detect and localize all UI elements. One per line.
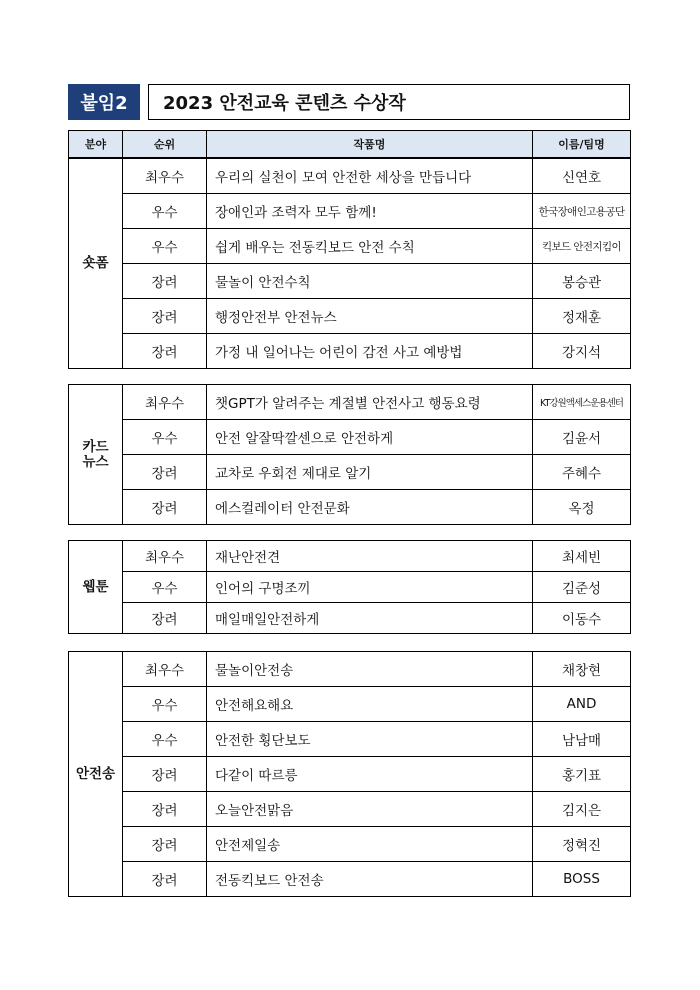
rank-cell: 장려 — [123, 264, 207, 299]
name-cell: 남남매 — [533, 722, 631, 757]
table-row — [69, 687, 631, 722]
column-header-rank: 순위 — [123, 131, 207, 158]
work-cell: 다같이 따르릉 — [207, 757, 533, 792]
table-row — [69, 722, 631, 757]
rank-cell: 최우수 — [123, 541, 207, 572]
rank-cell: 장려 — [123, 757, 207, 792]
table-row — [69, 792, 631, 827]
name-cell: 홍기표 — [533, 757, 631, 792]
name-cell: 최세빈 — [533, 541, 631, 572]
category-label: 카드 뉴스 — [82, 438, 109, 470]
rank-cell: 우수 — [123, 572, 207, 603]
section-webtoon — [68, 540, 631, 634]
rank-cell: 우수 — [123, 687, 207, 722]
work-cell: 안전해요해요 — [207, 687, 533, 722]
column-header-name: 이름/팀명 — [533, 131, 631, 158]
rank-cell: 장려 — [123, 827, 207, 862]
rank-cell: 장려 — [123, 792, 207, 827]
rank-cell: 우수 — [123, 722, 207, 757]
work-cell: 행정안전부 안전뉴스 — [207, 299, 533, 334]
table-row — [69, 229, 631, 264]
name-cell: 정재훈 — [533, 299, 631, 334]
table-row — [69, 572, 631, 603]
name-cell: KT강원액세스운용센터 — [533, 385, 631, 420]
rank-cell: 우수 — [123, 229, 207, 264]
table-row — [69, 334, 631, 369]
page-title: 2023 안전교육 콘텐츠 수상작 — [148, 84, 630, 120]
work-cell: 쉽게 배우는 전동킥보드 안전 수칙 — [207, 229, 533, 264]
table-row — [69, 385, 631, 420]
name-cell: 정혁진 — [533, 827, 631, 862]
attachment-badge: 붙임2 — [68, 84, 140, 120]
table-row — [69, 420, 631, 455]
awards-table-header — [68, 130, 631, 158]
work-cell: 안전한 횡단보도 — [207, 722, 533, 757]
name-cell: AND — [533, 687, 631, 722]
name-cell: 봉승관 — [533, 264, 631, 299]
rank-cell: 장려 — [123, 862, 207, 897]
name-cell: 신연호 — [533, 159, 631, 194]
name-cell: 채창현 — [533, 652, 631, 687]
column-header-work: 작품명 — [207, 131, 533, 158]
rank-cell: 최우수 — [123, 159, 207, 194]
section-safety-song — [68, 651, 631, 897]
section-shortform — [68, 158, 631, 369]
table-row — [69, 652, 631, 687]
work-cell: 재난안전견 — [207, 541, 533, 572]
category-cell: 안전송 — [69, 652, 123, 897]
work-cell: 매일매일안전하게 — [207, 603, 533, 634]
work-cell: 물놀이안전송 — [207, 652, 533, 687]
table-row — [69, 194, 631, 229]
name-cell: 한국장애인고용공단 — [533, 194, 631, 229]
name-cell: 김준성 — [533, 572, 631, 603]
rank-cell: 최우수 — [123, 652, 207, 687]
work-cell: 우리의 실천이 모여 안전한 세상을 만듭니다 — [207, 159, 533, 194]
table-row — [69, 827, 631, 862]
name-cell: 킥보드 안전지킴이 — [533, 229, 631, 264]
table-row — [69, 603, 631, 634]
name-cell: 김윤서 — [533, 420, 631, 455]
rank-cell: 장려 — [123, 490, 207, 525]
work-cell: 전동킥보드 안전송 — [207, 862, 533, 897]
rank-cell: 최우수 — [123, 385, 207, 420]
work-cell: 장애인과 조력자 모두 함께! — [207, 194, 533, 229]
rank-cell: 장려 — [123, 603, 207, 634]
work-cell: 물놀이 안전수칙 — [207, 264, 533, 299]
category-cell: 웹툰 — [69, 541, 123, 634]
work-cell: 챗GPT가 알려주는 계절별 안전사고 행동요령 — [207, 385, 533, 420]
column-header-category: 분야 — [69, 131, 123, 158]
table-row — [69, 264, 631, 299]
table-row — [69, 490, 631, 525]
work-cell: 교차로 우회전 제대로 알기 — [207, 455, 533, 490]
table-row — [69, 299, 631, 334]
name-cell: BOSS — [533, 862, 631, 897]
name-cell: 김지은 — [533, 792, 631, 827]
table-row — [69, 455, 631, 490]
work-cell: 안전 알잘딱깔센으로 안전하게 — [207, 420, 533, 455]
table-row — [69, 757, 631, 792]
name-cell: 이동수 — [533, 603, 631, 634]
name-cell: 옥정 — [533, 490, 631, 525]
section-cardnews — [68, 384, 631, 525]
work-cell: 가정 내 일어나는 어린이 감전 사고 예방법 — [207, 334, 533, 369]
rank-cell: 장려 — [123, 299, 207, 334]
work-cell: 에스컬레이터 안전문화 — [207, 490, 533, 525]
work-cell: 안전제일송 — [207, 827, 533, 862]
table-row — [69, 159, 631, 194]
document-header — [68, 84, 632, 120]
rank-cell: 우수 — [123, 420, 207, 455]
rank-cell: 우수 — [123, 194, 207, 229]
work-cell: 오늘안전맑음 — [207, 792, 533, 827]
rank-cell: 장려 — [123, 334, 207, 369]
name-cell: 주혜수 — [533, 455, 631, 490]
category-cell — [69, 385, 123, 525]
name-cell: 강지석 — [533, 334, 631, 369]
table-row — [69, 862, 631, 897]
category-cell: 숏폼 — [69, 159, 123, 369]
rank-cell: 장려 — [123, 455, 207, 490]
work-cell: 인어의 구명조끼 — [207, 572, 533, 603]
table-row — [69, 541, 631, 572]
